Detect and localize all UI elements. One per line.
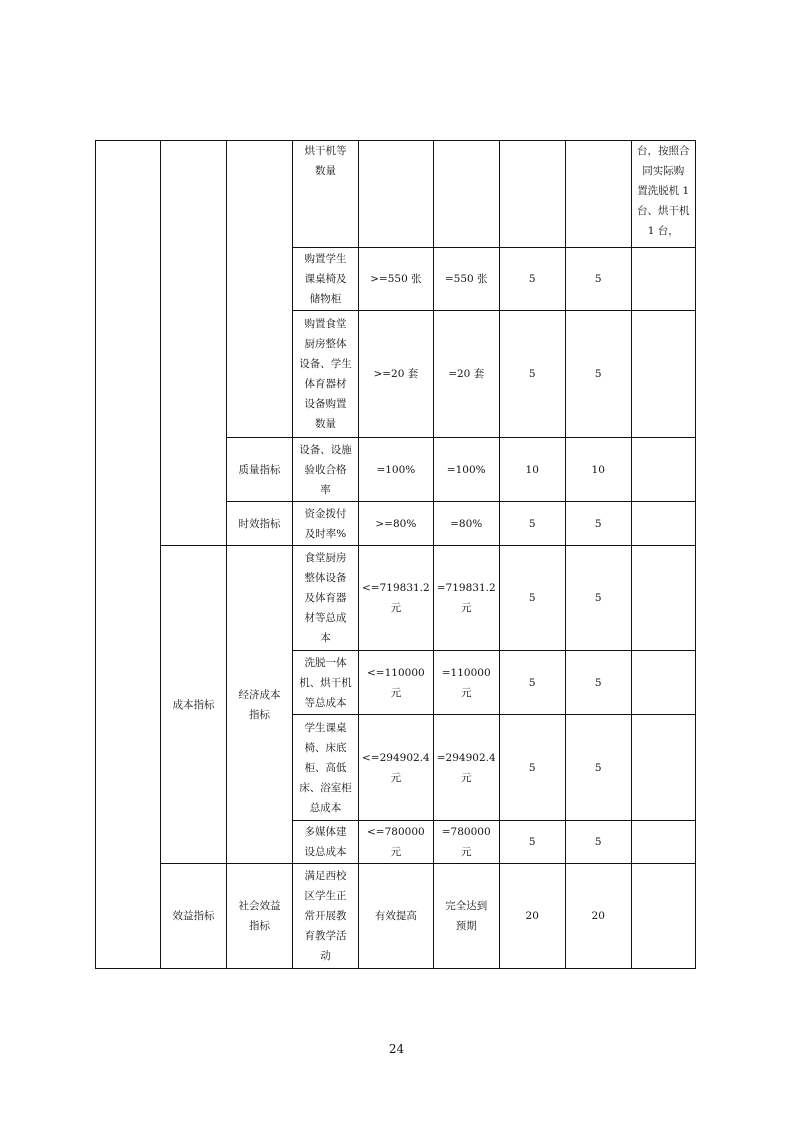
actual-value-cell	[433, 141, 499, 248]
actual-value-cell: =100%	[433, 438, 499, 502]
remark-cell	[631, 651, 695, 715]
performance-indicator-table	[95, 140, 696, 969]
remark-cell	[631, 715, 695, 821]
target-value-cell: >=550 张	[359, 248, 434, 311]
score-cell: 5	[565, 546, 631, 651]
target-value-cell: >=80%	[359, 502, 434, 546]
actual-value-cell: 完全达到 预期	[433, 864, 499, 969]
indicator-name-cell: 食堂厨房 整体设备 及体育器 材等总成 本	[293, 546, 359, 651]
score-cell: 5	[565, 248, 631, 311]
level2-indicator-cell: 社会效益 指标	[227, 864, 293, 969]
page-number: 24	[388, 1042, 405, 1056]
table-row	[96, 546, 696, 651]
weight-cell: 5	[499, 821, 565, 864]
remark-cell	[631, 248, 695, 311]
level2-indicator-cell	[227, 141, 293, 438]
target-value-cell: <=110000 元	[359, 651, 434, 715]
actual-value-cell: =110000 元	[433, 651, 499, 715]
indicator-name-cell: 烘干机等 数量	[293, 141, 359, 248]
weight-cell: 5	[499, 715, 565, 821]
score-cell	[565, 141, 631, 248]
actual-value-cell: =80%	[433, 502, 499, 546]
weight-cell: 5	[499, 546, 565, 651]
weight-cell: 5	[499, 248, 565, 311]
actual-value-cell: =780000 元	[433, 821, 499, 864]
level1-indicator-cell: 成本指标	[161, 546, 227, 864]
score-cell: 5	[565, 821, 631, 864]
target-value-cell: <=719831.2 元	[359, 546, 434, 651]
indicator-name-cell: 多媒体建 设总成本	[293, 821, 359, 864]
indicator-name-cell: 满足西校 区学生正 常开展教 育教学活 动	[293, 864, 359, 969]
level2-indicator-cell: 质量指标	[227, 438, 293, 502]
table-row	[96, 141, 696, 248]
actual-value-cell: =20 套	[433, 311, 499, 438]
score-cell: 20	[565, 864, 631, 969]
level1-indicator-cell: 效益指标	[161, 864, 227, 969]
weight-cell: 5	[499, 311, 565, 438]
remark-cell	[631, 864, 695, 969]
remark-cell	[631, 546, 695, 651]
target-value-cell: <=780000 元	[359, 821, 434, 864]
indicator-name-cell: 购置食堂 厨房整体 设备、学生 体育器材 设备购置 数量	[293, 311, 359, 438]
indicator-name-cell: 洗脱一体 机、烘干机 等总成本	[293, 651, 359, 715]
level2-indicator-cell: 经济成本 指标	[227, 546, 293, 864]
weight-cell: 5	[499, 502, 565, 546]
remark-cell	[631, 502, 695, 546]
actual-value-cell: =719831.2 元	[433, 546, 499, 651]
remark-cell	[631, 438, 695, 502]
indicator-name-cell: 学生课桌 椅、床底 柜、高低 床、浴室柜 总成本	[293, 715, 359, 821]
remark-cell	[631, 821, 695, 864]
table-row	[96, 864, 696, 969]
actual-value-cell: =550 张	[433, 248, 499, 311]
weight-cell	[499, 141, 565, 248]
level2-indicator-cell: 时效指标	[227, 502, 293, 546]
weight-cell: 5	[499, 651, 565, 715]
target-value-cell: >=20 套	[359, 311, 434, 438]
actual-value-cell: =294902.4 元	[433, 715, 499, 821]
indicator-name-cell: 资金拨付 及时率%	[293, 502, 359, 546]
remark-cell: 台，按照合 同实际购 置洗脱机 1 台、烘干机 1 台，	[631, 141, 695, 248]
level1-indicator-cell	[161, 141, 227, 546]
target-value-cell: =100%	[359, 438, 434, 502]
indicator-name-cell: 购置学生 课桌椅及 储物柜	[293, 248, 359, 311]
remark-cell	[631, 311, 695, 438]
score-cell: 5	[565, 715, 631, 821]
score-cell: 5	[565, 651, 631, 715]
target-value-cell: 有效提高	[359, 864, 434, 969]
indicator-name-cell: 设备、设施 验收合格 率	[293, 438, 359, 502]
score-cell: 10	[565, 438, 631, 502]
weight-cell: 20	[499, 864, 565, 969]
score-cell: 5	[565, 502, 631, 546]
target-value-cell: <=294902.4 元	[359, 715, 434, 821]
level1-indicator-cell	[96, 141, 161, 969]
score-cell: 5	[565, 311, 631, 438]
weight-cell: 10	[499, 438, 565, 502]
target-value-cell	[359, 141, 434, 248]
